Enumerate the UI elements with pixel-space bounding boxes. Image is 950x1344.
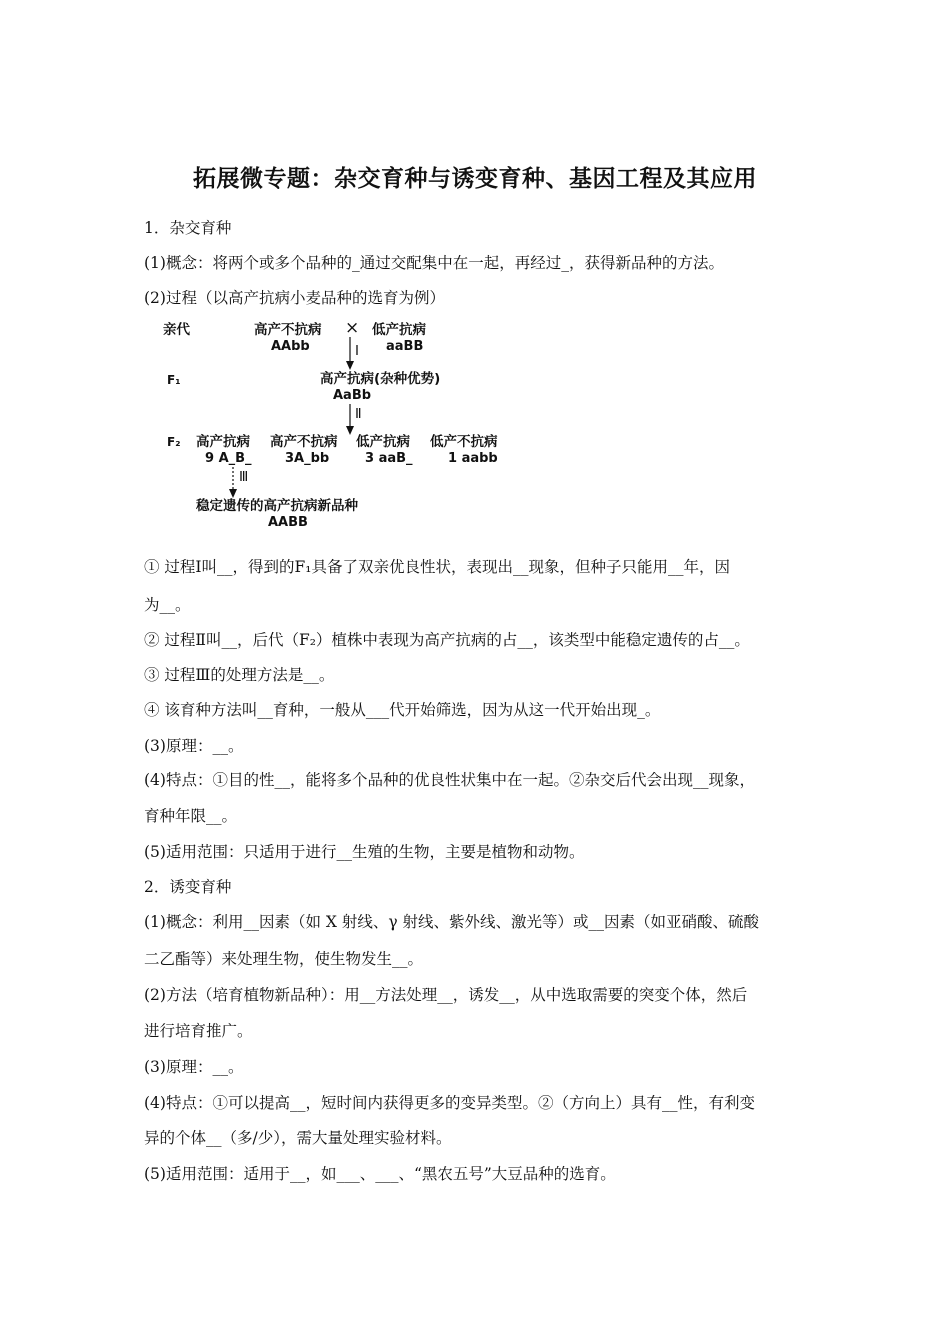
diagram-f1-label: F₁ bbox=[167, 373, 181, 387]
text-line: (5)适用范围：只适用于进行__生殖的生物，主要是植物和动物。 bbox=[144, 843, 585, 861]
diagram-parent1-genotype: AAbb bbox=[271, 339, 310, 354]
diagram-f1-genotype: AaBb bbox=[333, 388, 372, 403]
diagram-step1-label: Ⅰ bbox=[355, 343, 359, 359]
text-line: ① 过程Ⅰ叫__，得到的F₁具备了双亲优良性状，表现出__现象，但种子只能用__年，因 bbox=[144, 558, 731, 576]
diagram-cross-symbol: × bbox=[345, 318, 360, 338]
diagram-f2-genotype: 3A_bb bbox=[285, 451, 330, 466]
section-heading-hybrid: 1．杂交育种 bbox=[144, 219, 232, 237]
text-line: (2)过程（以高产抗病小麦品种的选育为例） bbox=[144, 289, 445, 307]
text-line: (3)原理：__。 bbox=[144, 1058, 244, 1076]
text-line: 育种年限__。 bbox=[144, 807, 238, 825]
text-line: 二乙酯等）来处理生物，使生物发生__。 bbox=[144, 950, 424, 968]
text-line: 进行培育推广。 bbox=[144, 1022, 253, 1040]
text-line: (5)适用范围：适用于__，如___、___、“黑农五号”大豆品种的选育。 bbox=[144, 1165, 616, 1183]
text-line: 异的个体__（多/少），需大量处理实验材料。 bbox=[144, 1129, 452, 1147]
diagram-parent-label: 亲代 bbox=[163, 322, 190, 338]
text-line: ③ 过程Ⅲ的处理方法是__。 bbox=[144, 666, 335, 684]
text-line: (2)方法（培育植物新品种）：用__方法处理__，诱发__，从中选取需要的突变个体，然后 bbox=[144, 986, 748, 1004]
diagram-parent2-genotype: aaBB bbox=[386, 339, 424, 354]
diagram-f2-trait: 低产抗病 bbox=[356, 434, 410, 450]
diagram-parent1-trait: 高产不抗病 bbox=[254, 322, 322, 338]
text-line: ④ 该育种方法叫__育种，一般从___代开始筛选，因为从这一代开始出现_。 bbox=[144, 701, 661, 719]
diagram-f2-genotype: 9 A_B_ bbox=[205, 451, 252, 466]
diagram-f2-trait: 低产不抗病 bbox=[430, 434, 498, 450]
text-line: (3)原理：__。 bbox=[144, 737, 244, 755]
diagram-f2-genotype: 1 aabb bbox=[448, 451, 498, 466]
diagram-step3-label: Ⅲ bbox=[239, 469, 249, 485]
diagram-result-trait: 稳定遗传的高产抗病新品种 bbox=[196, 498, 358, 514]
diagram-f2-trait: 高产抗病 bbox=[196, 434, 250, 450]
diagram-result-genotype: AABB bbox=[268, 515, 308, 530]
diagram-f2-label: F₂ bbox=[167, 435, 181, 449]
page-title: 拓展微专题：杂交育种与诱变育种、基因工程及其应用 bbox=[193, 166, 757, 192]
text-line: 为__。 bbox=[144, 596, 191, 614]
diagram-arrow-step3 bbox=[227, 467, 239, 499]
diagram-parent2-trait: 低产抗病 bbox=[372, 322, 426, 338]
text-line: (1)概念：利用__因素（如 X 射线、γ 射线、紫外线、激光等）或__因素（如亚硝酸、硫酸 bbox=[144, 913, 760, 931]
text-line: (1)概念：将两个或多个品种的_通过交配集中在一起，再经过_，获得新品种的方法。 bbox=[144, 254, 724, 272]
diagram-f1-trait: 高产抗病(杂种优势) bbox=[320, 371, 441, 387]
diagram-step2-label: Ⅱ bbox=[355, 406, 362, 422]
diagram-f2-genotype: 3 aaB_ bbox=[365, 451, 413, 466]
text-line: ② 过程Ⅱ叫__，后代（F₂）植株中表现为高产抗病的占__，该类型中能稳定遗传的占__。 bbox=[144, 631, 750, 649]
diagram-f2-trait: 高产不抗病 bbox=[270, 434, 338, 450]
text-line: (4)特点：①可以提高__，短时间内获得更多的变异类型。②（方向上）具有__性，有利变 bbox=[144, 1094, 755, 1112]
section-heading-mutation: 2．诱变育种 bbox=[144, 878, 232, 896]
text-line: (4)特点：①目的性__，能将多个品种的优良性状集中在一起。②杂交后代会出现__现象， bbox=[144, 771, 755, 789]
